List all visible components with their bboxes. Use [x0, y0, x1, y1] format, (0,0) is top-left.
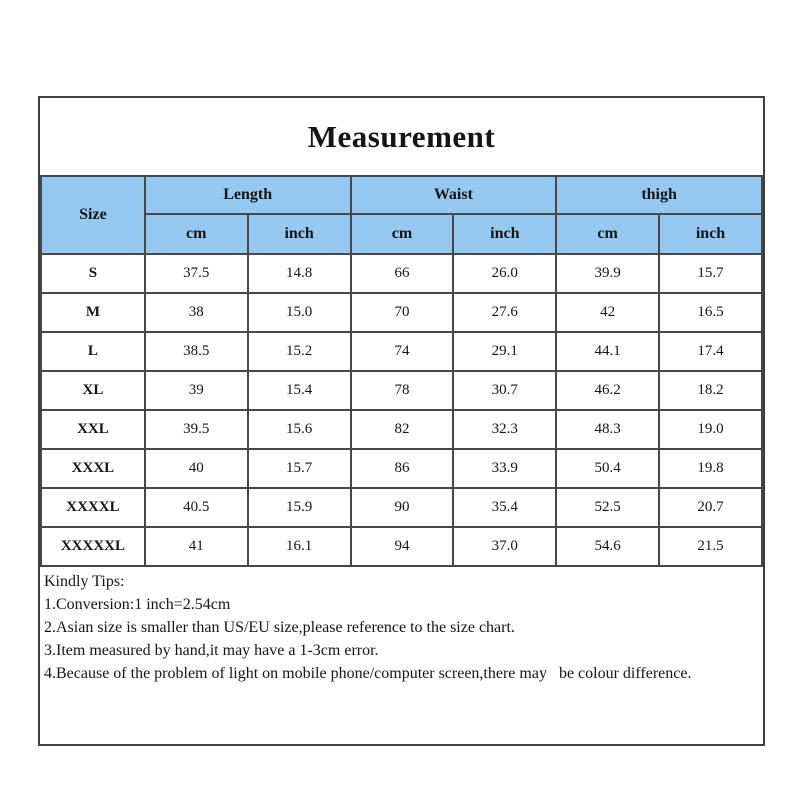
value-cell: 37.0 — [453, 527, 556, 566]
value-cell: 18.2 — [659, 371, 762, 410]
value-cell: 20.7 — [659, 488, 762, 527]
size-cell: M — [41, 293, 145, 332]
value-cell: 44.1 — [556, 332, 659, 371]
value-cell: 16.5 — [659, 293, 762, 332]
table-row — [41, 488, 762, 527]
value-cell: 39.5 — [145, 410, 248, 449]
value-cell: 33.9 — [453, 449, 556, 488]
title-band — [40, 98, 763, 175]
value-cell: 74 — [351, 332, 454, 371]
value-cell: 15.0 — [248, 293, 351, 332]
value-cell: 70 — [351, 293, 454, 332]
value-cell: 52.5 — [556, 488, 659, 527]
size-cell: XXXXL — [41, 488, 145, 527]
table-row — [41, 410, 762, 449]
value-cell: 41 — [145, 527, 248, 566]
tip-line: 3.Item measured by hand,it may have a 1-3cm error. — [44, 642, 379, 659]
value-cell: 48.3 — [556, 410, 659, 449]
value-cell: 15.6 — [248, 410, 351, 449]
measurement-table — [40, 175, 763, 567]
size-cell: S — [41, 254, 145, 293]
value-cell: 39.9 — [556, 254, 659, 293]
value-cell: 15.7 — [659, 254, 762, 293]
value-cell: 50.4 — [556, 449, 659, 488]
size-cell: L — [41, 332, 145, 371]
tip-line: 2.Asian size is smaller than US/EU size,please reference to the size chart. — [44, 619, 515, 636]
table-row — [41, 293, 762, 332]
value-cell: 86 — [351, 449, 454, 488]
value-cell: 54.6 — [556, 527, 659, 566]
value-cell: 16.1 — [248, 527, 351, 566]
value-cell: 38.5 — [145, 332, 248, 371]
size-column-header: Size — [41, 176, 145, 254]
table-row — [41, 254, 762, 293]
header-group-row — [41, 176, 762, 214]
value-cell: 26.0 — [453, 254, 556, 293]
size-cell: XXXL — [41, 449, 145, 488]
value-cell: 37.5 — [145, 254, 248, 293]
unit-header: inch — [453, 214, 556, 254]
value-cell: 15.4 — [248, 371, 351, 410]
header-unit-row — [41, 214, 762, 254]
table-row — [41, 449, 762, 488]
value-cell: 82 — [351, 410, 454, 449]
value-cell: 15.9 — [248, 488, 351, 527]
waist-group-header: Waist — [351, 176, 557, 214]
value-cell: 19.8 — [659, 449, 762, 488]
value-cell: 38 — [145, 293, 248, 332]
value-cell: 14.8 — [248, 254, 351, 293]
tips-section — [40, 567, 763, 685]
tip-line: 4.Because of the problem of light on mobile phone/computer screen,there may be colour difference. — [44, 665, 692, 682]
size-cell: XXL — [41, 410, 145, 449]
value-cell: 40 — [145, 449, 248, 488]
value-cell: 27.6 — [453, 293, 556, 332]
value-cell: 46.2 — [556, 371, 659, 410]
value-cell: 66 — [351, 254, 454, 293]
value-cell: 30.7 — [453, 371, 556, 410]
value-cell: 21.5 — [659, 527, 762, 566]
value-cell: 42 — [556, 293, 659, 332]
value-cell: 78 — [351, 371, 454, 410]
value-cell: 90 — [351, 488, 454, 527]
unit-header: cm — [351, 214, 454, 254]
table-row — [41, 371, 762, 410]
value-cell: 35.4 — [453, 488, 556, 527]
value-cell: 29.1 — [453, 332, 556, 371]
unit-header: cm — [556, 214, 659, 254]
value-cell: 94 — [351, 527, 454, 566]
unit-header: inch — [659, 214, 762, 254]
unit-header: cm — [145, 214, 248, 254]
value-cell: 32.3 — [453, 410, 556, 449]
value-cell: 15.2 — [248, 332, 351, 371]
unit-header: inch — [248, 214, 351, 254]
value-cell: 15.7 — [248, 449, 351, 488]
tips-heading: Kindly Tips: — [44, 573, 125, 590]
table-row — [41, 332, 762, 371]
size-cell: XL — [41, 371, 145, 410]
length-group-header: Length — [145, 176, 351, 214]
table-row — [41, 527, 762, 566]
size-chart-panel — [38, 96, 765, 746]
value-cell: 40.5 — [145, 488, 248, 527]
value-cell: 19.0 — [659, 410, 762, 449]
value-cell: 39 — [145, 371, 248, 410]
page-title: Measurement — [307, 118, 496, 154]
tip-line: 1.Conversion:1 inch=2.54cm — [44, 596, 231, 613]
thigh-group-header: thigh — [556, 176, 762, 214]
size-cell: XXXXXL — [41, 527, 145, 566]
value-cell: 17.4 — [659, 332, 762, 371]
